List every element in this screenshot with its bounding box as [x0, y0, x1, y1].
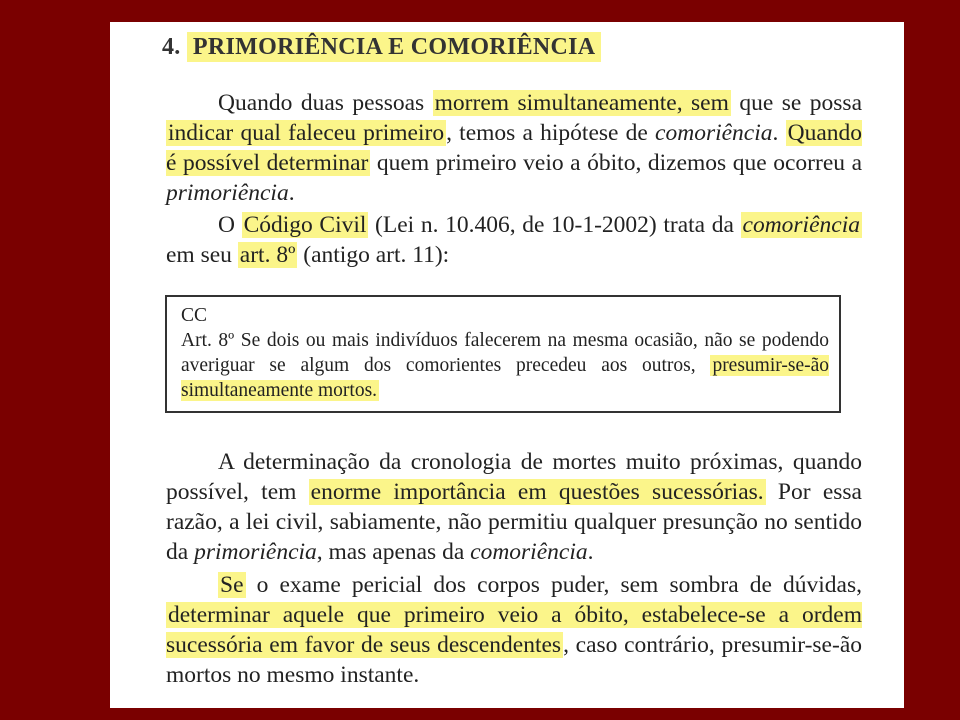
p3-italic-term: comoriência — [470, 539, 588, 565]
p1-text: , temos a hipótese de — [446, 120, 656, 146]
p3-text: Por essa razão, a lei civil, sabiamente, não permitiu qualquer presunção no sentido da — [166, 479, 862, 565]
paragraph-1 — [166, 88, 862, 208]
p4-text: o exame pericial dos corpos puder, sem sombra de dúvidas, — [245, 572, 862, 598]
quote-highlight: presumir-se-ão simultaneamente mortos. — [181, 355, 829, 401]
paragraph-2 — [166, 210, 862, 270]
p1-text: Quando duas pessoas — [218, 90, 433, 116]
quote-heading: CC — [181, 305, 208, 326]
p1-highlight: Quando é possível determinar — [166, 120, 863, 176]
p4-highlight: determinar aquele que primeiro veio a óbito, estabelece-se a ordem sucessória em favor de seus descendentes — [166, 602, 862, 658]
p1-italic-term: primoriência — [166, 180, 289, 206]
p2-italic-highlight: comoriência — [742, 212, 860, 238]
p3-text: . — [587, 539, 594, 565]
paragraph-3 — [166, 447, 862, 567]
p1-italic-term: comoriência — [655, 120, 773, 146]
paragraph-4 — [166, 570, 862, 690]
p1-text: . — [288, 180, 295, 206]
section-title — [162, 34, 601, 61]
civil-code-quote-box — [165, 295, 841, 413]
p3-highlight: enorme importância em questões sucessórias. — [310, 479, 764, 505]
section-title-text: PRIMORIÊNCIA E COMORIÊNCIA — [187, 32, 602, 62]
p3-text: , mas apenas da — [316, 539, 471, 565]
p2-highlight: Código Civil — [243, 212, 367, 238]
p2-text: em seu — [166, 242, 238, 268]
quote-text: Art. 8º Se dois ou mais indivíduos falecerem na mesma ocasião, não se podendo averiguar se algum dos comorientes precedeu aos outros, — [181, 330, 829, 376]
section-number: 4. — [162, 34, 181, 60]
quote-body — [181, 328, 829, 403]
p1-text: quem primeiro veio a óbito, dizemos que ocorreu a — [370, 150, 862, 176]
p2-text: (Lei n. 10.406, de 10-1-2002) trata da — [368, 212, 741, 238]
p1-highlight: morrem simultaneamente, sem — [434, 90, 729, 116]
p4-text: , caso contrário, presumir-se-ão mortos no mesmo instante. — [166, 632, 862, 688]
p1-text: . — [772, 120, 786, 146]
p2-text: O — [218, 212, 242, 238]
p1-highlight: indicar qual faleceu primeiro — [168, 120, 445, 146]
p4-highlight: Se — [220, 572, 244, 598]
p2-highlight: art. 8º — [239, 242, 296, 268]
p2-text: (antigo art. 11): — [297, 242, 450, 268]
p1-text: que se possa — [730, 90, 862, 116]
p3-text: A determinação da cronologia de mortes muito próximas, quando possível, tem — [166, 449, 862, 505]
p3-italic-term: primoriência — [194, 539, 317, 565]
scanned-page — [110, 22, 904, 708]
